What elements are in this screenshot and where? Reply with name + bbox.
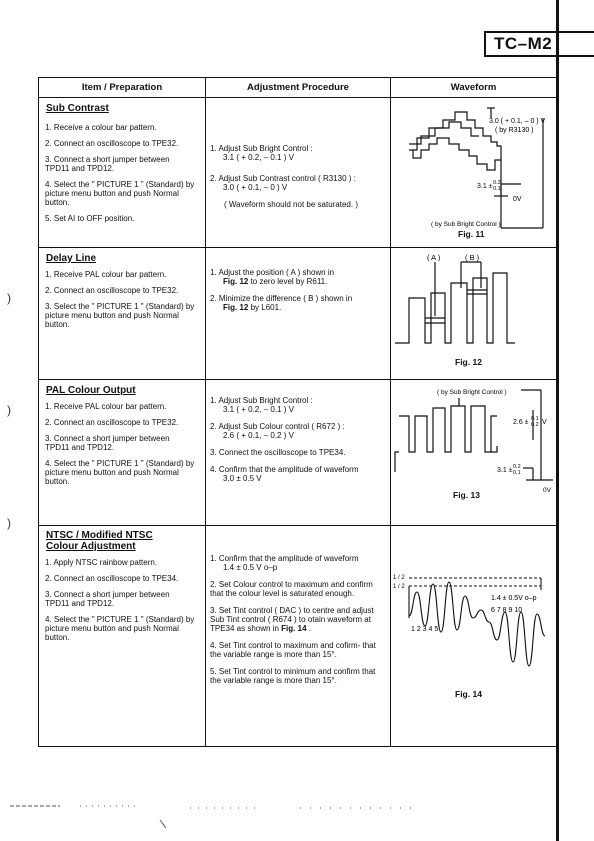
step-item: 2. Connect an oscilloscope to TPE32. (45, 139, 179, 148)
adjust-step: 4. Set Tint control to maximum and cofirm- that the variable range is more than 15°. (210, 641, 376, 659)
wave-label: 1 / 2 (393, 584, 405, 590)
figure-label: Fig. 11 (458, 229, 485, 239)
step-item: 2. Connect an oscilloscope to TPE34. (45, 574, 179, 583)
section-sub-contrast (39, 98, 557, 248)
step-item: 1. Receive PAL colour bar pattern. (45, 402, 167, 411)
adjust-step: 3. Connect the oscilloscope to TPE34. (210, 448, 346, 457)
binding-mark: ) (7, 291, 11, 305)
wave-label: 1 2 3 4 5 (411, 626, 439, 633)
wave-label: 0.2 (531, 422, 539, 428)
section-ntsc-colour (39, 526, 557, 747)
wave-label: 3.1 ± (497, 467, 513, 474)
section-title: Sub Contrast (46, 103, 109, 114)
section-pal-colour-output (39, 380, 557, 526)
wave-label: 0.1 (531, 416, 539, 422)
section-title: PAL Colour Output (46, 385, 136, 396)
wave-label: 1.4 ± 0.5V o–p (491, 595, 537, 602)
header-adjustment: Adjustment Procedure (206, 78, 391, 98)
adjust-step: 1. Adjust Sub Bright Control : 3.1 ( + 0.2, – 0.1 ) V (210, 396, 313, 414)
step-item: 2. Connect an oscilloscope to TPE32. (45, 418, 179, 427)
wave-label: ( by R3130 ) (495, 127, 534, 134)
adjust-step: 2. Set Colour control to maximum and confirm that the colour level is saturated enough. (210, 580, 373, 598)
adjustment-table (38, 77, 557, 747)
adjust-step: 1. Adjust Sub Bright Control : 3.1 ( + 0.2, – 0.1 ) V (210, 144, 313, 162)
section-subtitle: Colour Adjustment (46, 541, 136, 552)
wave-label: 0.1 (513, 470, 521, 476)
waveform-fig-13 (391, 380, 557, 525)
adjust-step: 1. Adjust the position ( A ) shown in Fig. 12 to zero level by R611. (210, 268, 335, 286)
section-delay-line (39, 248, 557, 380)
wave-label: ( A ) (427, 253, 441, 262)
scan-artifacts (0, 798, 556, 838)
step-item: 2. Connect an oscilloscope to TPE32. (45, 286, 179, 295)
step-item: 1. Apply NTSC rainbow pattern. (45, 558, 158, 567)
model-label: TC–M2 (484, 31, 594, 57)
section-title: NTSC / Modified NTSC (46, 530, 153, 541)
adjust-step: 1. Confirm that the amplitude of waveform 1.4 ± 0.5 V o–p (210, 554, 359, 572)
adjust-step: 2. Adjust Sub Colour control ( R672 ) : 2.6 ( + 0.1, – 0.2 ) V (210, 422, 345, 440)
wave-label: 0.1 (493, 186, 501, 192)
wave-label: 0V (513, 196, 522, 203)
step-item: 3. Select the " PICTURE 1 " (Standard) by picture menu button and push Normal button. (45, 302, 195, 329)
figure-label: Fig. 14 (455, 689, 482, 699)
wave-label: ( by Sub Bright Control ) (431, 221, 501, 228)
wave-label: ( by Sub Bright Control ) (437, 389, 507, 396)
header-item: Item / Preparation (39, 78, 206, 98)
wave-label: 3.1 ± (477, 183, 493, 190)
figure-label: Fig. 12 (455, 357, 482, 367)
step-item: 4. Select the " PICTURE 1 " (Standard) by picture menu button and push Normal button. (45, 459, 195, 486)
step-item: 1. Receive PAL colour bar pattern. (45, 270, 167, 279)
adjust-step: 2. Minimize the difference ( B ) shown in Fig. 12 by L601. (210, 294, 353, 312)
waveform-fig-11 (391, 98, 557, 247)
step-item: 4. Select the " PICTURE 1 " (Standard) by picture menu button and push Normal button. (45, 615, 195, 642)
section-title: Delay Line (46, 253, 97, 264)
wave-label: ( B ) (465, 253, 480, 262)
wave-label: 2.6 ± (513, 419, 529, 426)
wave-label: 1 / 2 (393, 575, 405, 581)
step-item: 4. Select the " PICTURE 1 " (Standard) by picture menu button and push Normal button. (45, 180, 195, 207)
step-item: 3. Connect a short jumper between TPD11 and TPD12. (45, 590, 170, 608)
binding-mark: ) (7, 403, 11, 417)
adjust-step: 2. Adjust Sub Contrast control ( R3130 ) : 3.0 ( + 0.1, – 0 ) V (210, 174, 356, 192)
header-waveform: Waveform (391, 78, 557, 98)
wave-label: 0.2 (493, 180, 501, 186)
binding-mark: ) (7, 516, 11, 530)
figure-label: Fig. 13 (453, 490, 480, 500)
step-item: 1. Receive a colour bar pattern. (45, 123, 157, 132)
wave-label: 3.0 ( + 0.1, – 0 ) V (489, 118, 546, 125)
wave-label: 0V (543, 487, 551, 494)
wave-label: 6 7 8 9 10 (491, 607, 523, 614)
adjust-step: 5. Set Tint control to minimum and confirm that the variable range is more than 15°. (210, 667, 376, 685)
wave-label: V (542, 419, 547, 426)
adjust-step: 4. Confirm that the amplitude of waveform 3.0 ± 0.5 V (210, 465, 359, 483)
adjust-step: ( Waveform should not be saturated. ) (224, 200, 358, 209)
waveform-fig-14 (391, 526, 557, 746)
wave-label: 0.2 (513, 464, 521, 470)
step-item: 3. Connect a short jumper between TPD11 and TPD12. (45, 155, 170, 173)
step-item: 5. Set AI to OFF position. (45, 214, 135, 223)
adjust-step: 3. Set Tint control ( DAC ) to centre and adjust Sub Tint control ( R674 ) to otain waveform at TPE34 as shown in Fig. 14 . (210, 606, 374, 633)
step-item: 3. Connect a short jumper between TPD11 and TPD12. (45, 434, 170, 452)
